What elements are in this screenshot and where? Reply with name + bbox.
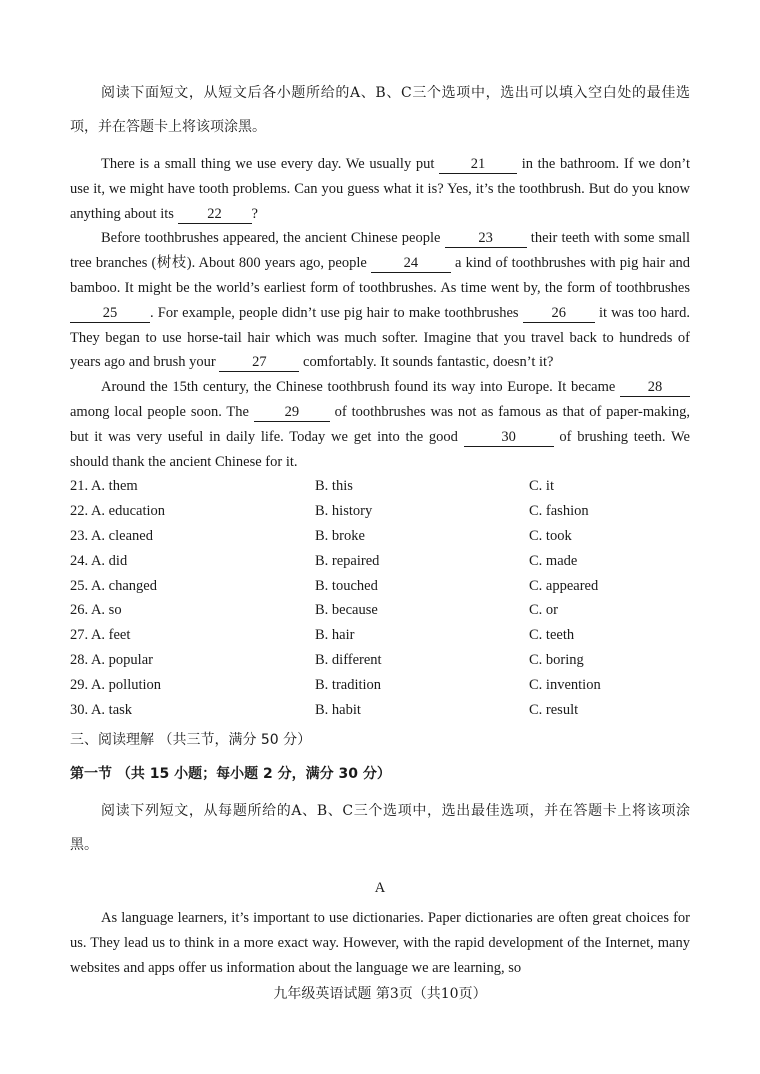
blank-24: 24 <box>371 254 451 273</box>
option-row <box>70 673 690 698</box>
option-b: B. repaired <box>315 552 380 569</box>
option-row <box>70 598 690 623</box>
passage-paragraph-1 <box>70 152 690 226</box>
option-c: C. or <box>529 602 558 619</box>
option-a: 27. A. feet <box>70 627 131 644</box>
option-b: B. this <box>315 478 353 495</box>
option-b: B. tradition <box>315 676 382 693</box>
option-c: C. invention <box>529 676 601 693</box>
option-a: 23. A. cleaned <box>70 527 153 544</box>
passage-text: Before toothbrushes appeared, the ancient Chinese people <box>101 230 441 247</box>
option-b: B. hair <box>315 627 355 644</box>
option-c: C. fashion <box>529 503 589 520</box>
passage-paragraph-3 <box>70 375 690 474</box>
option-a: 29. A. pollution <box>70 676 162 693</box>
answer-options <box>70 474 690 722</box>
passage-a-text: As language learners, it’s important to use dictionaries. Paper dictionaries are often great choices for us. They lead us to think in a more exact way. However, with the rapid development of the Internet, many websites and apps offer us information about the language we are learning, so <box>70 910 690 976</box>
option-row <box>70 698 690 723</box>
blank-23: 23 <box>445 229 527 248</box>
option-c: C. result <box>529 701 579 718</box>
option-b: B. different <box>315 651 382 668</box>
option-b: B. because <box>315 602 378 619</box>
exam-page <box>70 80 690 981</box>
option-a: 26. A. so <box>70 602 122 619</box>
option-b: B. habit <box>315 701 361 718</box>
option-c: C. boring <box>529 651 584 668</box>
page-footer: 九年级英语试题 第3页（共10页） <box>273 986 487 1002</box>
option-a: 24. A. did <box>70 552 128 569</box>
section-heading: 三、阅读理解 （共三节，满分 50 分） <box>70 732 312 749</box>
option-row <box>70 574 690 599</box>
passage-text: of toothbrushes was not as famous as that of paper-making, but it was very useful in daily life. Today we get into the good <box>70 403 691 445</box>
passage-text: There is a small thing we use every day. We usually put <box>101 156 435 172</box>
reading-instructions: 阅读下列短文，从每题所给的A、B、C三个选项中，选出最佳选项，并在答题卡上将该项涂黑。 <box>70 803 690 854</box>
blank-30: 30 <box>464 428 554 447</box>
passage-text: comfortably. It sounds fantastic, doesn’t it? <box>303 354 554 371</box>
option-c: C. appeared <box>529 577 599 594</box>
passage-text: a kind of toothbrushes with pig hair and bamboo. It might be the world’s earliest form of toothbrushes. As time went by, the form of toothbrushes <box>70 255 691 296</box>
option-c: C. made <box>529 552 578 569</box>
option-row <box>70 474 690 499</box>
option-a: 25. A. changed <box>70 577 157 594</box>
option-c: C. took <box>529 527 572 544</box>
subsection-heading: 第一节 （共 15 小题；每小题 2 分，满分 30 分） <box>70 766 391 783</box>
option-c: C. teeth <box>529 627 575 644</box>
option-a: 30. A. task <box>70 701 133 718</box>
blank-27: 27 <box>219 353 299 372</box>
passage-label: A <box>374 880 386 897</box>
passage-paragraph-2 <box>70 226 690 375</box>
blank-28: 28 <box>620 378 690 397</box>
option-b: B. touched <box>315 577 378 594</box>
blank-22: 22 <box>178 205 252 224</box>
option-a: 21. A. them <box>70 478 138 495</box>
passage-text: ? <box>251 205 258 222</box>
cloze-instructions: 阅读下面短文，从短文后各小题所给的A、B、C三个选项中，选出可以填入空白处的最佳选项，并在答题卡上将该项涂黑。 <box>70 85 690 135</box>
passage-text: it was too hard. They began to use horse-tail hair which was much softer. Imagine that you travel back to hundreds of years ago and brush your <box>70 304 691 371</box>
option-row <box>70 524 690 549</box>
blank-21: 21 <box>439 155 517 174</box>
option-a: 28. A. popular <box>70 651 153 668</box>
option-row <box>70 549 690 574</box>
passage-text: of brushing teeth. We should thank the ancient Chinese for it. <box>70 428 690 470</box>
blank-25: 25 <box>70 304 150 323</box>
blank-29: 29 <box>254 403 330 422</box>
option-row <box>70 623 690 648</box>
passage-text: Around the 15th century, the Chinese toothbrush found its way into Europe. It became <box>101 379 616 396</box>
option-b: B. broke <box>315 527 365 544</box>
option-c: C. it <box>529 478 554 495</box>
passage-text: . For example, people didn’t use pig hair to make toothbrushes <box>150 304 519 321</box>
blank-26: 26 <box>523 304 595 323</box>
passage-text: their teeth with some small tree branches (树枝). About 800 years ago, people <box>70 230 691 272</box>
option-row <box>70 648 690 673</box>
passage-text: among local people soon. The <box>70 403 249 420</box>
option-a: 22. A. education <box>70 503 166 520</box>
passage-text: in the bathroom. If we don’t use it, we might have tooth problems. Can you guess what it is? Yes, it’s the toothbrush. But do you know anything about its <box>70 156 691 222</box>
option-b: B. history <box>315 503 373 520</box>
option-row <box>70 499 690 524</box>
